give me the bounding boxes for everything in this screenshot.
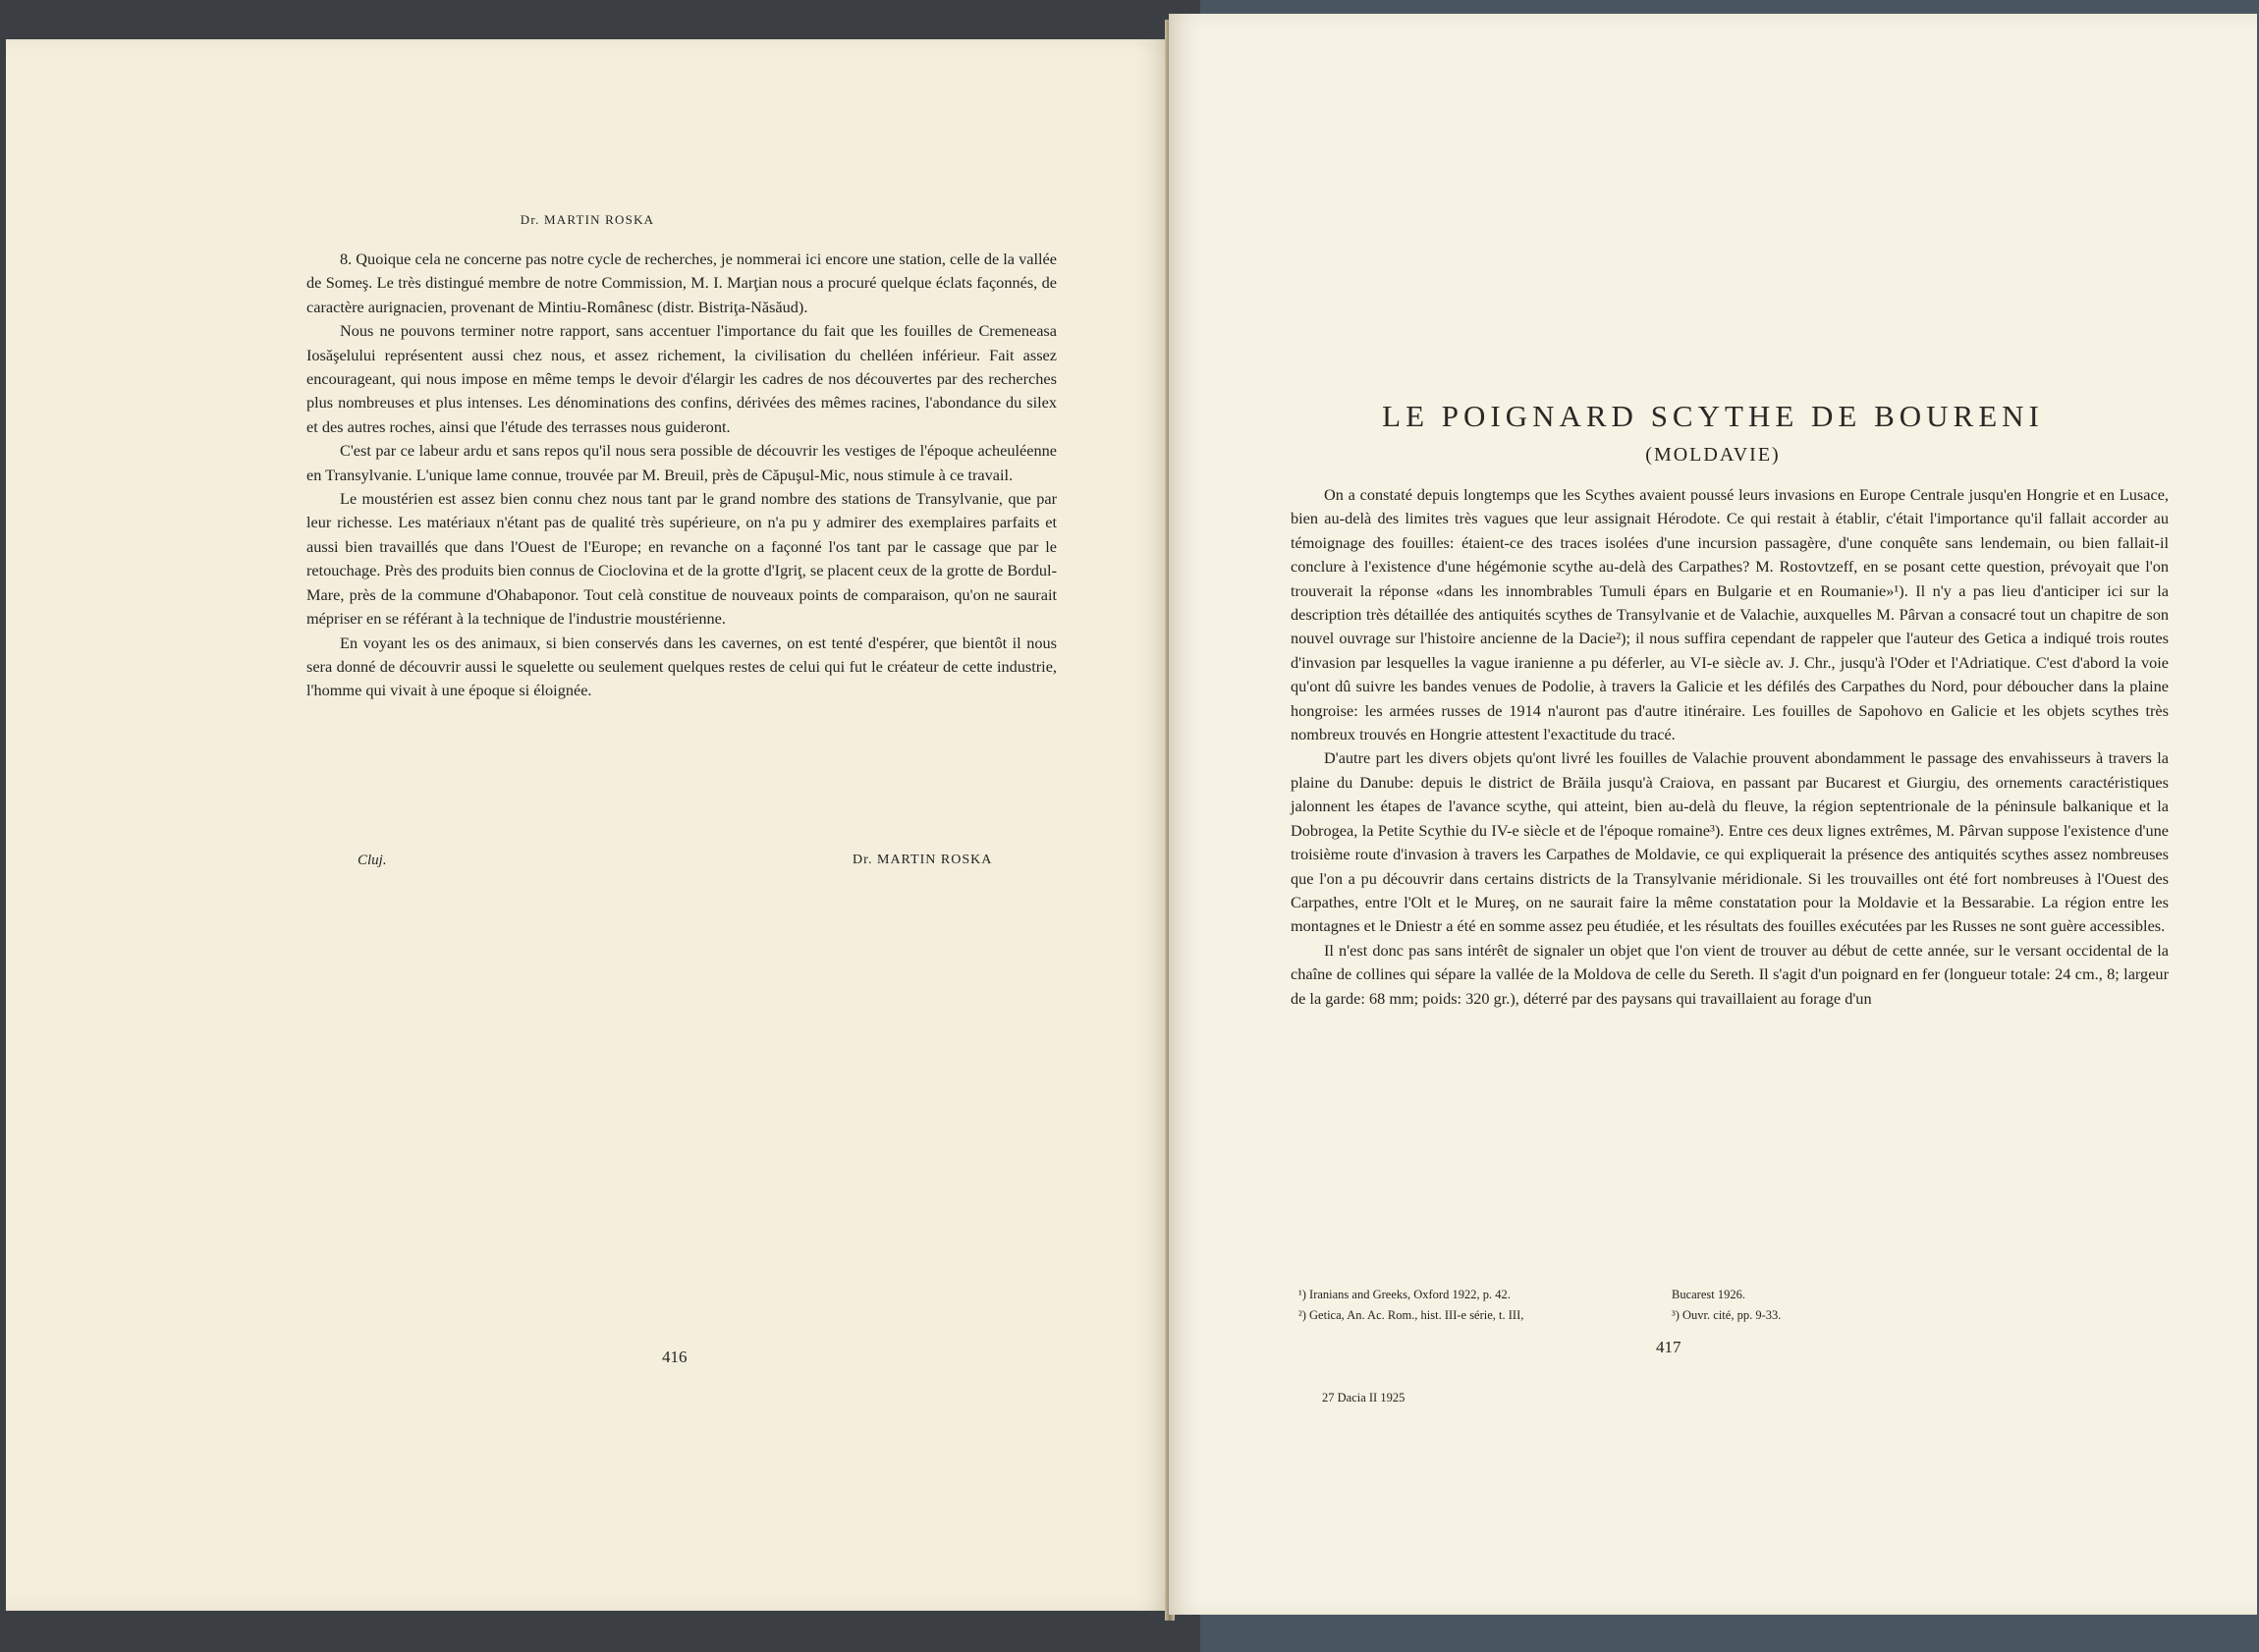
footnote-row: [1298, 1285, 1781, 1305]
footnotes: [1298, 1285, 1781, 1326]
signature-place: Cluj.: [358, 853, 387, 868]
paragraph: On a constaté depuis longtemps que les Scythes avaient poussé leurs invasions en Europe Centrale jusqu'en Hongrie et en Lusace, bien au-delà des limites très vagues que leur assignait Hérodote. Ce qui restait à établir, c'était l'importance qu'il fallait accorder au témoignage des fouilles: étaient-ce des traces isolées d'une incursion passagère, d'une conquête sans lendemain, ou bien fallait-il conclure à l'existence d'une hégémonie scythe au-delà des Carpathes? M. Rostovtzeff, en se posant cette question, prévoyait que l'on trouverait la réponse «dans les innombrables Tumuli épars en Bulgarie et en Roumanie»¹). Il n'y a pas lieu d'anticiper ici sur la description très détaillée des antiquités scythes de Transylvanie et de Valachie, auxquelles M. Pârvan a consacré tout un chapitre de son nouvel ouvrage sur l'histoire ancienne de la Dacie²); il nous suffira cependant de rappeler que l'auteur des Getica a indiqué trois routes d'invasion par lesquelles la vague iranienne a pu déferler, au VI-e siècle av. J. Chr., jusqu'à l'Oder et l'Adriatique. C'est d'abord la voie qu'ont dû suivre les bandes venues de Podolie, à travers la Galicie et les défilés des Carpathes du Nord, pour déboucher dans la plaine hongroise: les armées russes de 1914 n'auront pas d'autre itinéraire. Les fouilles de Sapohovo en Galicie et les objets scythes très nombreux trouvés en Hongrie attestent l'exactitude du tracé.: [1291, 485, 2169, 744]
signature-footer: 27 Dacia II 1925: [1322, 1391, 1405, 1404]
article-subtitle: (MOLDAVIE): [1645, 444, 1781, 466]
right-body-text: [1291, 483, 2169, 1011]
paragraph: Le moustérien est assez bien connu chez nous tant par le grand nombre des stations de Transylvanie, que par leur richesse. Les matériaux n'étant pas de qualité très supérieure, on n'a pu y admirer des exemplaires parfaits et aussi bien travaillés que dans l'Ouest de l'Europe; en revanche on a façonné l'os tant par le cassage que par le retouchage. Près des produits bien connus de Cioclovina et de la grotte d'Igriţ, se placent ceux de la grotte de Bordul-Mare, près de la commune d'Ohabaponor. Tout celà constitue de nouveaux points de comparaison, qu'on ne saurait mépriser en se référant à la technique de l'industrie moustérienne.: [306, 489, 1057, 629]
paragraph: 8. Quoique cela ne concerne pas notre cycle de recherches, je nommerai ici encore une station, celle de la vallée de Someş. Le très distingué membre de notre Commission, M. I. Marţian nous a procuré quelque éclats façonnés, de caractère aurignacien, provenant de Mintiu-Românesc (distr. Bistriţa-Năsăud).: [306, 249, 1057, 316]
paragraph: En voyant les os des animaux, si bien conservés dans les cavernes, on est tenté d'espérer, que bientôt il nous sera donné de découvrir aussi le squelette ou seulement quelques restes de celui qui fut le créateur de cette industrie, l'homme qui vivait à une époque si éloignée.: [306, 633, 1057, 700]
article-title: LE POIGNARD SCYTHE DE BOURENI: [1382, 399, 2044, 433]
paragraph: Il n'est donc pas sans intérêt de signaler un objet que l'on vient de trouver au début de cette année, sur le versant occidental de la chaîne de collines qui sépare la vallée de la Moldova de celle du Sereth. Il s'agit d'un poignard en fer (longueur totale: 24 cm., 8; largeur de la garde: 68 mm; poids: 320 gr.), déterré par des paysans qui travaillaient au forage d'un: [1291, 940, 2169, 1008]
paragraph: C'est par ce labeur ardu et sans repos qu'il nous sera possible de découvrir les vestiges de l'époque acheuléenne en Transylvanie. L'unique lame connue, trouvée par M. Breuil, près de Căpuşul-Mic, nous stimule à ce travail.: [306, 441, 1057, 484]
paragraph: D'autre part les divers objets qu'ont livré les fouilles de Valachie prouvent abondamment le passage des envahisseurs à travers la plaine du Danube: depuis le district de Brăila jusqu'à Craiova, en passant par Bucarest et Giurgiu, des ornements caractéristiques jalonnent les étapes de l'avance scythe, qui atteint, bien au-delà du fleuve, la région septentrionale de la péninsule balkanique et la Dobrogea, la Petite Scythie du IV-e siècle et de l'époque romaine³). Entre ces deux lignes extrêmes, M. Pârvan suppose l'existence d'une troisième route d'invasion à travers les Carpathes de Moldavie, ce qui expliquerait la présence des antiquités scythes assez nombreuses que l'on a pu découvrir dans certains districts de la Transylvanie méridionale. Si les trouvailles ont été fort nombreuses à l'Ouest des Carpathes, entre l'Olt et le Mureş, on ne saurait faire la même constatation pour la Moldavie et la Bessarabie. La région entre les montagnes et le Dniestr a été en somme assez peu étudiée, et les résultats des fouilles exécutées par les Russes ne sont guère accessibles.: [1291, 748, 2169, 936]
running-head: Dr. MARTIN ROSKA: [520, 212, 655, 227]
left-page: [6, 39, 1169, 1611]
paragraph: Nous ne pouvons terminer notre rapport, sans accentuer l'importance du fait que les fouilles de Cremeneasa Iosăşelului représentent aussi chez nous, et assez richement, la civilisation du chelléen inférieur. Fait assez encourageant, qui nous impose en même temps le devoir d'élargir les cadres de nos découvertes par des recherches plus nombreuses et plus intenses. Les dénominations des confins, dérivées des mêmes racines, l'abondance du silex et des autres roches, ainsi que l'étude des terrasses nous guideront.: [306, 321, 1057, 436]
right-page: [1169, 14, 2257, 1615]
footnote: Bucarest 1926.: [1672, 1288, 1745, 1301]
footnote: ²) Getica, An. Ac. Rom., hist. III-e série, t. III,: [1298, 1308, 1524, 1322]
page-number: 416: [662, 1348, 688, 1366]
left-body-text: [306, 248, 1057, 703]
page-number: 417: [1656, 1338, 1681, 1356]
footnote: ³) Ouvr. cité, pp. 9-33.: [1672, 1308, 1782, 1322]
signature-name: Dr. MARTIN ROSKA: [853, 853, 993, 867]
footnote: ¹) Iranians and Greeks, Oxford 1922, p. 42.: [1298, 1288, 1511, 1301]
footnote-row: [1298, 1305, 1781, 1326]
